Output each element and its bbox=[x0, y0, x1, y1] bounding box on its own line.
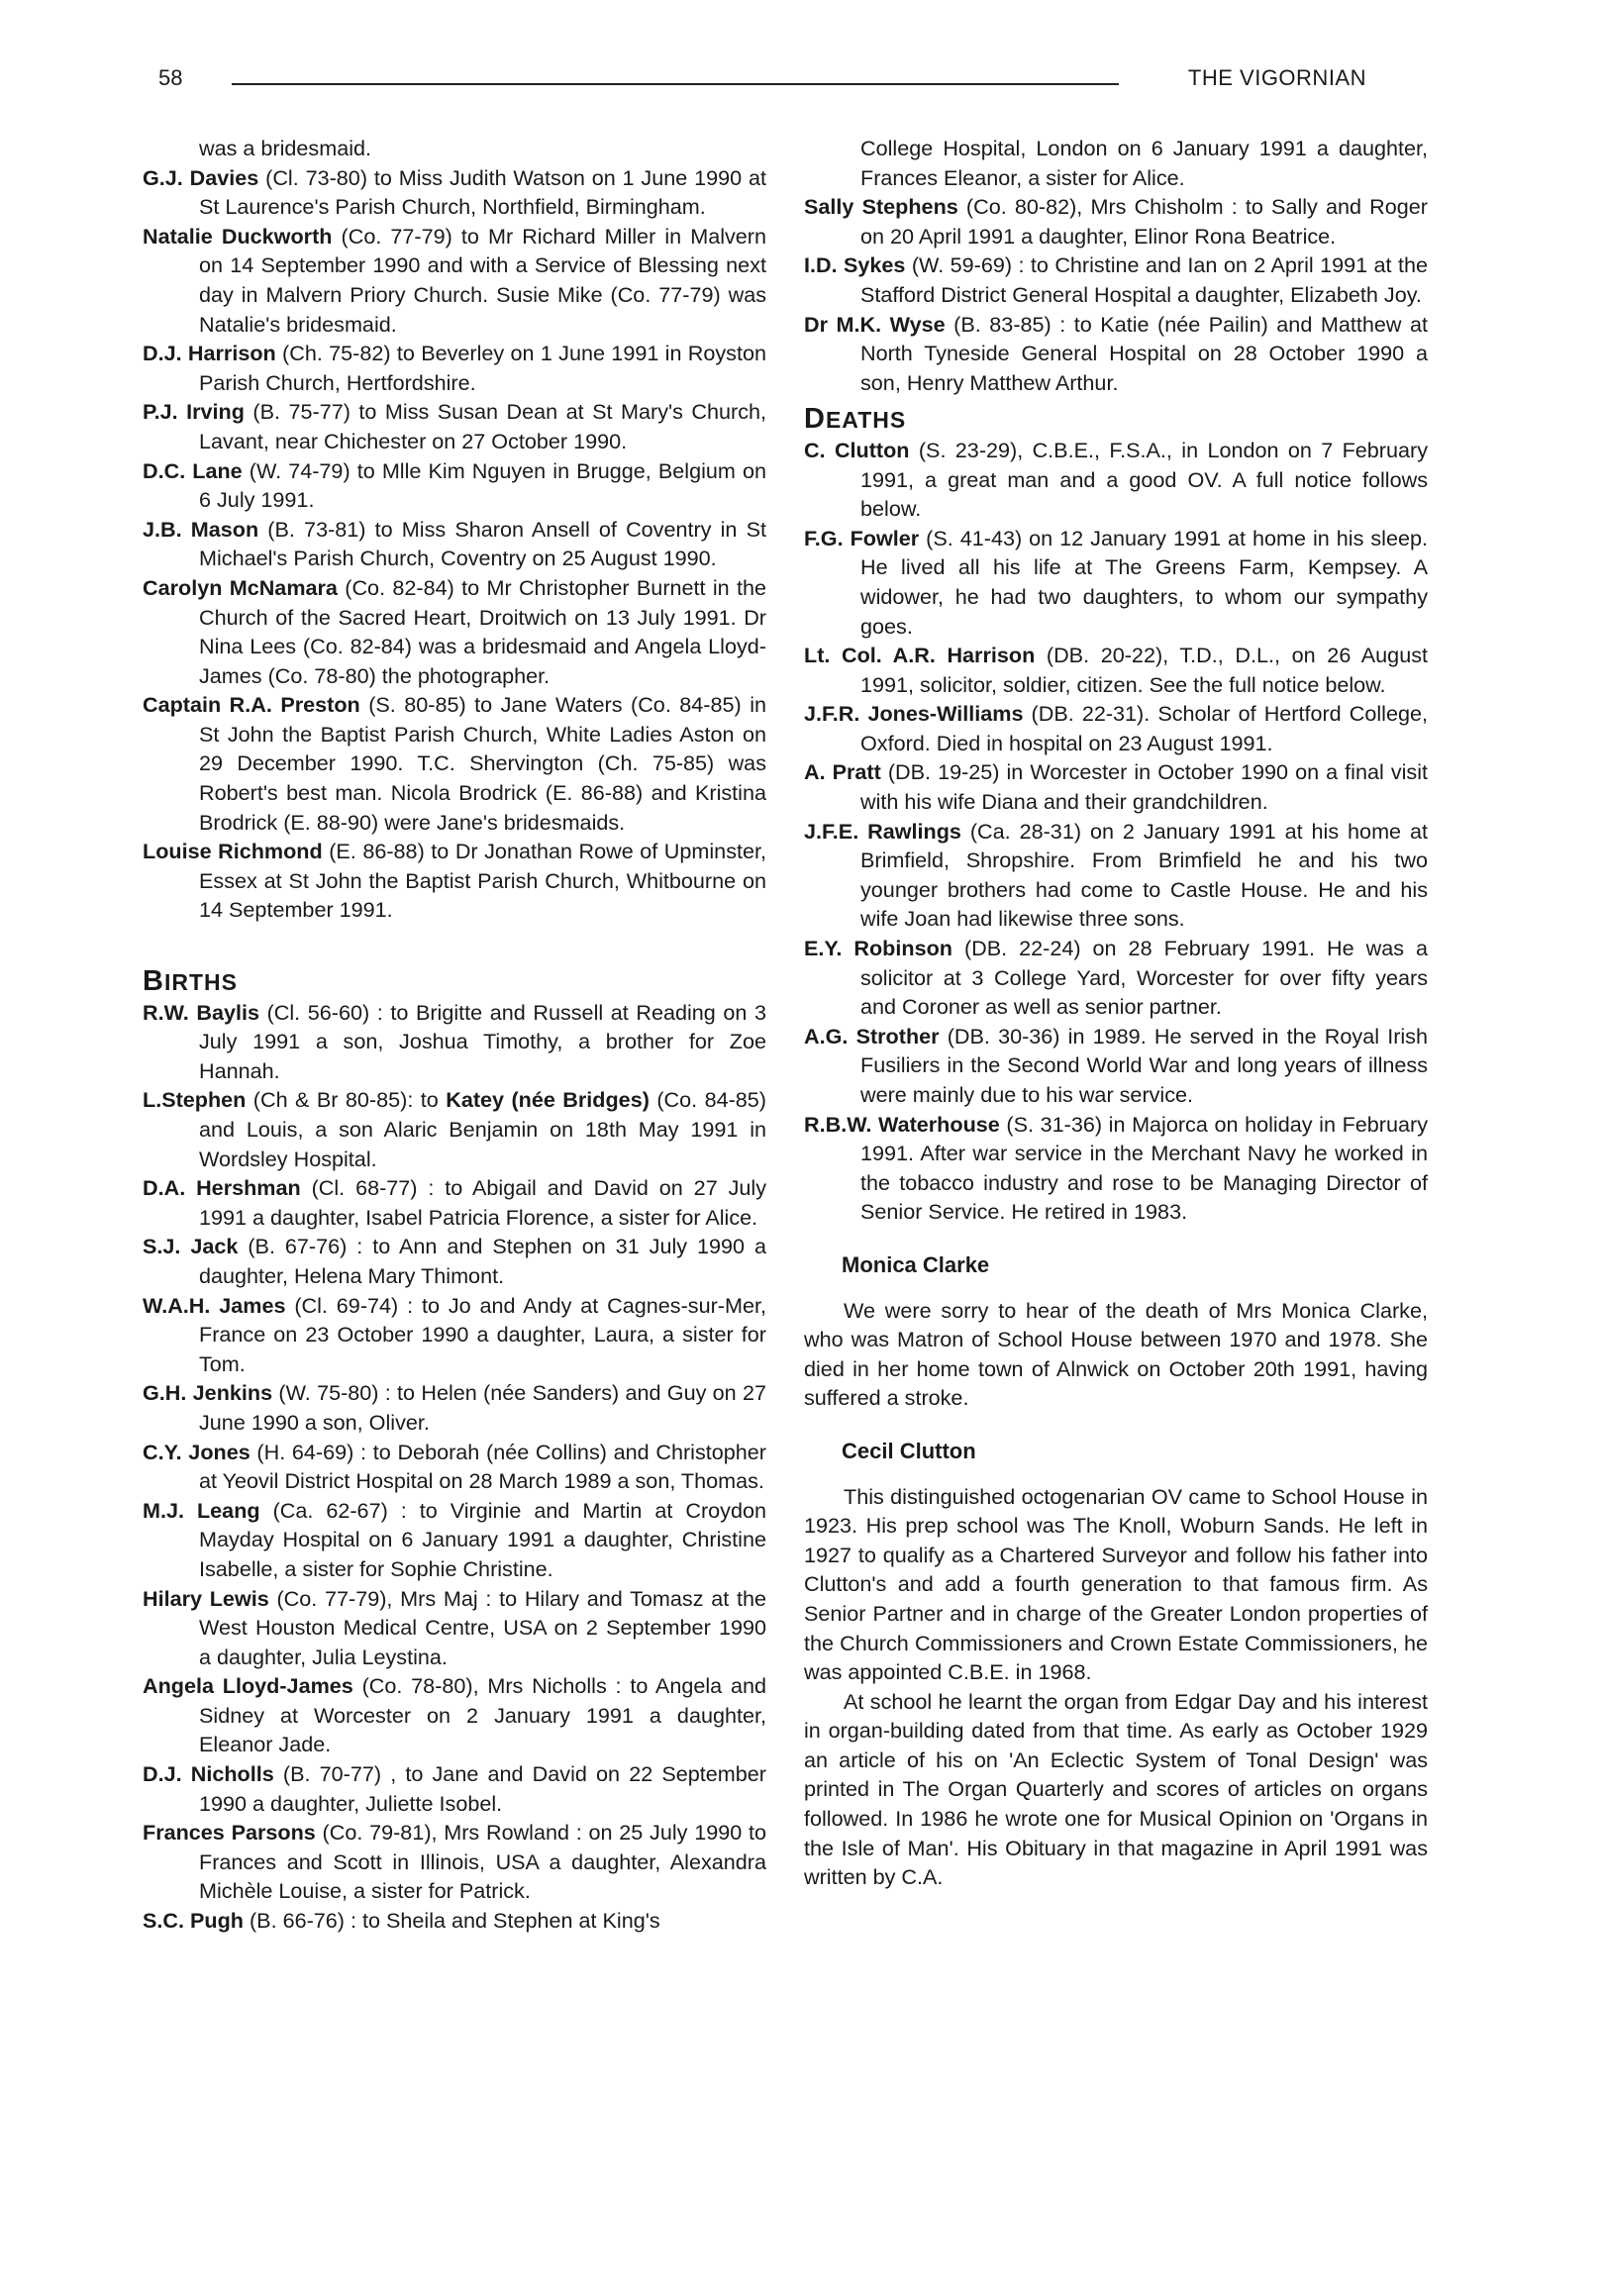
entry-name: I.D. Sykes bbox=[804, 252, 906, 278]
birth-entry bbox=[804, 192, 1428, 250]
entry-text: (DB. 19-25) in Worcester in October 1990 on a final visit with his wife Diana and their grandchildren. bbox=[860, 759, 1429, 815]
entry-name: Louise Richmond bbox=[143, 839, 323, 864]
marriage-entry bbox=[143, 690, 766, 837]
entry-name: W.A.H. James bbox=[143, 1292, 286, 1318]
entry-text: (B. 70-77) , to Jane and David on 22 September 1990 a daughter, Juliette Isobel. bbox=[199, 1761, 766, 1816]
entry-name: J.F.E. Rawlings bbox=[804, 818, 961, 844]
entry-name: D.C. Lane bbox=[143, 457, 243, 483]
entry-text: (Co. 78-80), Mrs Nicholls : to Angela and Sidney at Worcester on 2 January 1991 a daughter, Eleanor Jade. bbox=[199, 1673, 766, 1757]
entry-text: (Ca. 62-67) : to Virginie and Martin at Croydon Mayday Hospital on 6 January 1991 a daughter, Christine Isabelle, a sister for Sophie Christine. bbox=[199, 1497, 766, 1581]
cecil-clutton-paragraph-1: This distinguished octogenarian OV came to School House in 1923. His prep school was The Knoll, Woburn Sands. He left in 1927 to qualify as a Chartered Surveyor and follow his father into Clutton's and add a fourth generation to that famous firm. As Senior Partner and in charge of the Greater London properties of the Church Commissioners and Crown Estate Commissioners, he was appointed C.B.E. in 1968. bbox=[804, 1483, 1428, 1685]
entry-name: Katey (née Bridges) bbox=[446, 1087, 650, 1113]
entry-name: D.A. Hershman bbox=[143, 1175, 301, 1201]
birth-entry bbox=[143, 1759, 766, 1818]
left-column bbox=[143, 134, 766, 1936]
birth-entry bbox=[143, 1671, 766, 1759]
entry-name: Hilary Lewis bbox=[143, 1585, 269, 1611]
marriage-entry bbox=[143, 515, 766, 573]
birth-entry bbox=[143, 1496, 766, 1584]
entry-name: Lt. Col. A.R. Harrison bbox=[804, 643, 1036, 668]
entry-name: E.Y. Robinson bbox=[804, 936, 952, 961]
birth-entry bbox=[143, 1085, 766, 1173]
birth-entry bbox=[804, 250, 1428, 309]
entry-name: D.J. Harrison bbox=[143, 341, 276, 366]
entry-name: F.G. Fowler bbox=[804, 525, 920, 550]
cecil-clutton-paragraph-2: At school he learnt the organ from Edgar Day and his interest in organ-building dated from that time. As early as October 1929 an article of his on 'An Eclectic System of Tonal Design' was printed in The Organ Quarterly and scores of articles on organs followed. In 1986 he wrote one for Musical Opinion on 'Organs in the Isle of Man'. His Obituary in that magazine in April 1991 was written by C.A. bbox=[804, 1688, 1428, 1890]
entry-name: Natalie Duckworth bbox=[143, 223, 333, 249]
entry-text: (B. 83-85) : to Katie (née Pailin) and Matthew at North Tyneside General Hospital on 28 October 1990 a son, Henry Matthew Arthur. bbox=[860, 311, 1428, 395]
entry-text: (Co. 80-82), Mrs Chisholm : to Sally and Roger on 20 April 1991 a daughter, Elinor Rona Beatrice. bbox=[860, 194, 1428, 249]
cecil-clutton-heading: Cecil Clutton bbox=[842, 1438, 976, 1463]
entry-name: Angela Lloyd-James bbox=[143, 1673, 353, 1699]
entry-name: Dr M.K. Wyse bbox=[804, 311, 946, 337]
entry-text: (Cl. 69-74) : to Jo and Andy at Cagnes-sur-Mer, France on 23 October 1990 a daughter, Laura, a sister for Tom. bbox=[199, 1292, 766, 1376]
births-list bbox=[143, 998, 766, 1936]
entry-text: (DB. 20-22), T.D., D.L., on 26 August 1991, solicitor, soldier, citizen. See the full notice below. bbox=[860, 643, 1428, 697]
entry-text: (E. 86-88) to Dr Jonathan Rowe of Upminster, Essex at St John the Baptist Parish Church, Whitbourne on 14 September 1991. bbox=[199, 839, 766, 923]
entry-name: A. Pratt bbox=[804, 759, 881, 785]
death-entry bbox=[804, 817, 1428, 934]
death-entry bbox=[804, 1110, 1428, 1227]
birth-entry bbox=[143, 1818, 766, 1906]
continuation-text: College Hospital, London on 6 January 1991 a daughter, Frances Eleanor, a sister for Alice. bbox=[860, 136, 1428, 190]
entry-text: (Co. 79-81), Mrs Rowland : on 25 July 1990 to Frances and Scott in Illinois, USA a daughter, Alexandra Michèle Louise, a sister for Patrick. bbox=[199, 1820, 766, 1904]
marriage-entry bbox=[143, 456, 766, 515]
marriage-entry bbox=[143, 163, 766, 222]
entry-name: D.J. Nicholls bbox=[143, 1761, 274, 1787]
births-list-continued bbox=[804, 192, 1428, 397]
entry-text: (DB. 30-36) in 1989. He served in the Royal Irish Fusiliers in the Second World War and long years of illness were mainly due to his war service. bbox=[860, 1023, 1428, 1107]
entry-text: (DB. 22-31). Scholar of Hertford College, Oxford. Died in hospital on 23 August 1991. bbox=[860, 701, 1428, 755]
entry-text: (Ca. 28-31) on 2 January 1991 at his home at Brimfield, Shropshire. From Brimfield he and his two younger brothers had come to Castle House. He and his wife Joan had likewise three sons. bbox=[860, 818, 1429, 932]
marriage-entry bbox=[143, 397, 766, 455]
death-entry bbox=[804, 524, 1428, 641]
birth-entry bbox=[143, 1906, 766, 1936]
entry-text: (S. 80-85) to Jane Waters (Co. 84-85) in St John the Baptist Parish Church, White Ladies Aston on 29 December 1990. T.C. Shervington (Ch. 75-85) was Robert's best man. Nicola Brodrick (E. 86-88) and Kristina Brodrick (E. 88-90) were Jane's bridesmaids. bbox=[199, 692, 766, 835]
birth-entry bbox=[143, 1584, 766, 1672]
entry-name: R.B.W. Waterhouse bbox=[804, 1111, 1000, 1137]
deaths-list bbox=[804, 436, 1428, 1227]
birth-entry bbox=[143, 998, 766, 1086]
entry-text: (B. 75-77) to Miss Susan Dean at St Mary's Church, Lavant, near Chichester on 27 October 1990. bbox=[199, 399, 767, 453]
monica-clarke-paragraph: We were sorry to hear of the death of Mrs Monica Clarke, who was Matron of School House between 1970 and 1978. She died in her home town of Alnwick on October 20th 1991, having suffered a stroke. bbox=[804, 1297, 1428, 1411]
death-entry bbox=[804, 699, 1428, 757]
entry-name: L.Stephen bbox=[143, 1087, 247, 1113]
entry-text: (B. 73-81) to Miss Sharon Ansell of Coventry in St Michael's Parish Church, Coventry on 25 August 1990. bbox=[199, 516, 766, 571]
continuation-text: was a bridesmaid. bbox=[199, 136, 372, 160]
entry-name: M.J. Leang bbox=[143, 1497, 260, 1523]
entry-name: C. Clutton bbox=[804, 437, 910, 462]
entry-text: (Ch. 75-82) to Beverley on 1 June 1991 in Royston Parish Church, Hertfordshire. bbox=[199, 341, 766, 395]
entry-text: (Cl. 68-77) : to Abigail and David on 27 July 1991 a daughter, Isabel Patricia Florence, a sister for Alice. bbox=[199, 1175, 767, 1230]
page-number: 58 bbox=[158, 65, 183, 90]
entry-name: Captain R.A. Preston bbox=[143, 692, 360, 718]
birth-entry bbox=[804, 310, 1428, 398]
entry-text: (H. 64-69) : to Deborah (née Collins) and Christopher at Yeovil District Hospital on 28 March 1989 a son, Thomas. bbox=[199, 1439, 766, 1494]
entry-name: Frances Parsons bbox=[143, 1820, 316, 1846]
death-entry bbox=[804, 641, 1428, 699]
header-rule bbox=[232, 83, 1119, 85]
entry-text: (Co. 84-85) and Louis, a son Alaric Benjamin on 18th May 1991 in Wordsley Hospital. bbox=[199, 1087, 766, 1171]
entry-text: (Co. 77-79), Mrs Maj : to Hilary and Tomasz at the West Houston Medical Centre, USA on 2 September 1990 a daughter, Julia Leystina. bbox=[199, 1585, 766, 1669]
entry-text: (W. 74-79) to Mlle Kim Nguyen in Brugge, Belgium on 6 July 1991. bbox=[199, 457, 766, 513]
entry-text: (Co. 77-79) to Mr Richard Miller in Malvern on 14 September 1990 and with a Service of Blessing next day in Malvern Priory Church. Susie Mike (Co. 77-79) was Natalie's bridesmaid. bbox=[199, 223, 767, 337]
birth-entry bbox=[143, 1438, 766, 1496]
entry-text: (Ch & Br 80-85): to bbox=[246, 1087, 447, 1113]
birth-entry bbox=[143, 1232, 766, 1290]
entry-name: G.H. Jenkins bbox=[143, 1380, 273, 1406]
entry-name: S.C. Pugh bbox=[143, 1908, 244, 1934]
page-header bbox=[158, 65, 1366, 105]
death-entry bbox=[804, 1022, 1428, 1110]
entry-text: (Co. 82-84) to Mr Christopher Burnett in the Church of the Sacred Heart, Droitwich on 13 July 1991. Dr Nina Lees (Co. 82-84) was a bridesmaid and Angela Lloyd-James (Co. 78-80) the photographer. bbox=[199, 574, 766, 688]
death-entry bbox=[804, 934, 1428, 1022]
right-column bbox=[804, 134, 1428, 1892]
deaths-heading: DEATHS bbox=[804, 403, 907, 436]
entry-name: S.J. Jack bbox=[143, 1234, 239, 1259]
entry-text: (B. 66-76) : to Sheila and Stephen at King's bbox=[243, 1908, 660, 1934]
entry-name: Sally Stephens bbox=[804, 194, 958, 220]
marriage-entry bbox=[143, 222, 766, 339]
marriage-entry bbox=[143, 339, 766, 397]
marriage-entry bbox=[143, 837, 766, 925]
marriage-entry bbox=[143, 573, 766, 690]
entry-text: (S. 23-29), C.B.E., F.S.A., in London on 7 February 1991, a great man and a good OV. A full notice follows below. bbox=[860, 437, 1428, 522]
entry-text: (W. 75-80) : to Helen (née Sanders) and Guy on 27 June 1990 a son, Oliver. bbox=[199, 1380, 767, 1435]
entry-name: R.W. Baylis bbox=[143, 999, 259, 1025]
death-entry bbox=[804, 757, 1428, 816]
entry-name: C.Y. Jones bbox=[143, 1439, 250, 1464]
entry-text: (W. 59-69) : to Christine and Ian on 2 April 1991 at the Stafford District General Hospital a daughter, Elizabeth Joy. bbox=[860, 252, 1428, 307]
death-entry bbox=[804, 436, 1428, 524]
birth-entry bbox=[143, 1173, 766, 1232]
entry-name: Carolyn McNamara bbox=[143, 574, 338, 600]
entry-name: J.F.R. Jones-Williams bbox=[804, 701, 1024, 727]
entry-name: J.B. Mason bbox=[143, 516, 259, 542]
births-heading: BIRTHS bbox=[143, 965, 238, 998]
entry-text: (S. 41-43) on 12 January 1991 at home in his sleep. He lived all his life at The Greens Farm, Kempsey. A widower, he had two daughters, to whom our sympathy goes. bbox=[860, 525, 1428, 639]
entry-text: (S. 31-36) in Majorca on holiday in February 1991. After war service in the Merchant Navy he worked in the tobacco industry and rose to be Managing Director of Senior Service. He retired in 1983. bbox=[860, 1111, 1428, 1225]
monica-clarke-heading: Monica Clarke bbox=[842, 1251, 990, 1277]
journal-title: THE VIGORNIAN bbox=[1187, 65, 1366, 90]
entry-text: (DB. 22-24) on 28 February 1991. He was a solicitor at 3 College Yard, Worcester for over fifty years and Coroner as well as senior partner. bbox=[860, 936, 1428, 1020]
entry-name: A.G. Strother bbox=[804, 1023, 940, 1048]
entry-text: (Cl. 73-80) to Miss Judith Watson on 1 June 1990 at St Laurence's Parish Church, Northfield, Birmingham. bbox=[199, 164, 767, 220]
entry-text: (B. 67-76) : to Ann and Stephen on 31 July 1990 a daughter, Helena Mary Thimont. bbox=[199, 1234, 766, 1288]
entry-name: P.J. Irving bbox=[143, 399, 245, 425]
marriages-list bbox=[143, 163, 766, 925]
birth-entry bbox=[143, 1291, 766, 1379]
entry-text: (Cl. 56-60) : to Brigitte and Russell at Reading on 3 July 1991 a son, Joshua Timothy, a brother for Zoe Hannah. bbox=[199, 999, 766, 1083]
entry-name: G.J. Davies bbox=[143, 164, 259, 190]
birth-entry bbox=[143, 1378, 766, 1437]
